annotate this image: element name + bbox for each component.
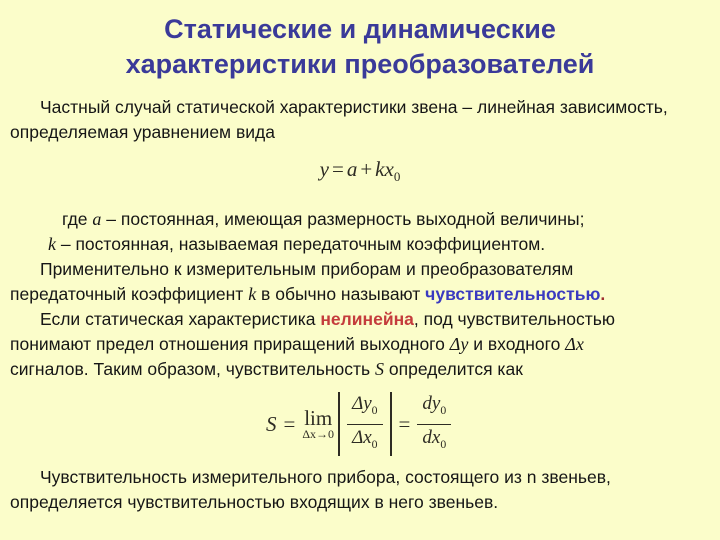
var-n-inline: n — [526, 467, 537, 487]
definition-a-tail: – постоянная, имеющая размерность выходной величины; — [101, 209, 585, 229]
definitions-block — [0, 207, 720, 257]
intro-line-2: определяемая уравнением вида — [10, 122, 275, 142]
dx-term: dx — [422, 426, 441, 448]
dy-term: dy — [422, 392, 441, 414]
dx-subscript: 0 — [440, 437, 447, 451]
applied-line-2 — [10, 282, 710, 307]
paragraph-applied — [0, 257, 720, 307]
definition-a-lead: где — [62, 209, 93, 229]
final-line-1 — [10, 465, 710, 490]
sensitivity-term-period: . — [600, 284, 606, 304]
var-a-inline: a — [92, 209, 102, 229]
fraction-derivative-numerator — [417, 393, 451, 425]
sensitivity-term: чувствительностью — [425, 284, 601, 304]
equals-sign: = — [331, 157, 344, 181]
nonlinear-term: нелинейна — [320, 309, 414, 329]
nonlinear-line-1 — [10, 307, 710, 332]
limit-subscript: Δx→0 — [302, 426, 335, 441]
paragraph-intro — [0, 95, 720, 145]
delta-y-subscript: 0 — [371, 403, 378, 417]
absolute-value-bars — [338, 392, 391, 456]
applied-line-1: Применительно к измерительным приборам и преобразователям — [40, 259, 574, 279]
nonlinear-line-1-text-b: , под чувствительностью — [413, 309, 616, 329]
var-y: y — [319, 157, 329, 181]
formula-linear — [0, 157, 720, 191]
delta-x-term: Δx — [352, 426, 372, 448]
slide-title — [0, 0, 720, 82]
nonlinear-line-2 — [10, 332, 710, 357]
nonlinear-line-2-text: понимают предел отношения приращений выходного — [10, 334, 450, 354]
paragraph-final — [0, 465, 720, 515]
fraction-derivative — [417, 393, 451, 456]
var-k-inline-2: k — [248, 284, 257, 304]
nonlinear-line-3 — [10, 357, 710, 382]
var-k-inline: k — [48, 234, 56, 254]
var-delta-y: Δy — [449, 334, 469, 354]
nonlinear-line-3-text-b: определится как — [384, 359, 523, 379]
fraction-delta — [347, 393, 382, 456]
nonlinear-line-2-text-b: и входного — [468, 334, 566, 354]
fraction-derivative-denominator — [422, 425, 446, 456]
limit-label: lim — [304, 405, 333, 430]
applied-line-2-text-b: в обычно называют — [256, 284, 426, 304]
nonlinear-line-1-text: Если статическая характеристика — [40, 309, 321, 329]
title-line-1: Статические и динамические — [164, 14, 556, 44]
final-line-1-text-b: звеньев, — [536, 467, 611, 487]
var-S-inline: S — [375, 359, 385, 379]
definition-a — [10, 207, 710, 232]
delta-y-term: Δy — [352, 392, 372, 414]
definition-k — [10, 232, 710, 257]
var-delta-x: Δx — [565, 334, 584, 354]
final-line-1-text: Чувствительность измерительного прибора, состоящего из — [40, 467, 527, 487]
equals-sign-1: = — [283, 411, 296, 436]
dy-subscript: 0 — [440, 403, 447, 417]
fraction-delta-numerator — [347, 393, 382, 425]
var-kx: kx — [375, 157, 394, 181]
paragraph-nonlinear — [0, 307, 720, 382]
applied-line-2-text: передаточный коэффициент — [10, 284, 249, 304]
equals-sign-2: = — [398, 411, 411, 436]
var-a: a — [346, 157, 358, 181]
nonlinear-line-3-text: сигналов. Таким образом, чувствительность — [10, 359, 376, 379]
title-line-2: характеристики преобразователей — [125, 49, 595, 79]
subscript-zero: 0 — [393, 169, 401, 185]
limit-block — [302, 405, 335, 441]
formula-sensitivity — [266, 392, 720, 456]
plus-sign: + — [360, 157, 373, 181]
intro-line-1: Частный случай статической характеристики звена – линейная зависимость, — [40, 97, 668, 117]
definition-k-tail: – постоянная, называемая передаточным коэффициентом. — [56, 234, 546, 254]
fraction-delta-denominator — [352, 425, 377, 456]
var-S: S — [266, 411, 277, 436]
final-line-2: определяется чувствительностью входящих в него звеньев. — [10, 492, 499, 512]
delta-x-subscript: 0 — [371, 437, 378, 451]
